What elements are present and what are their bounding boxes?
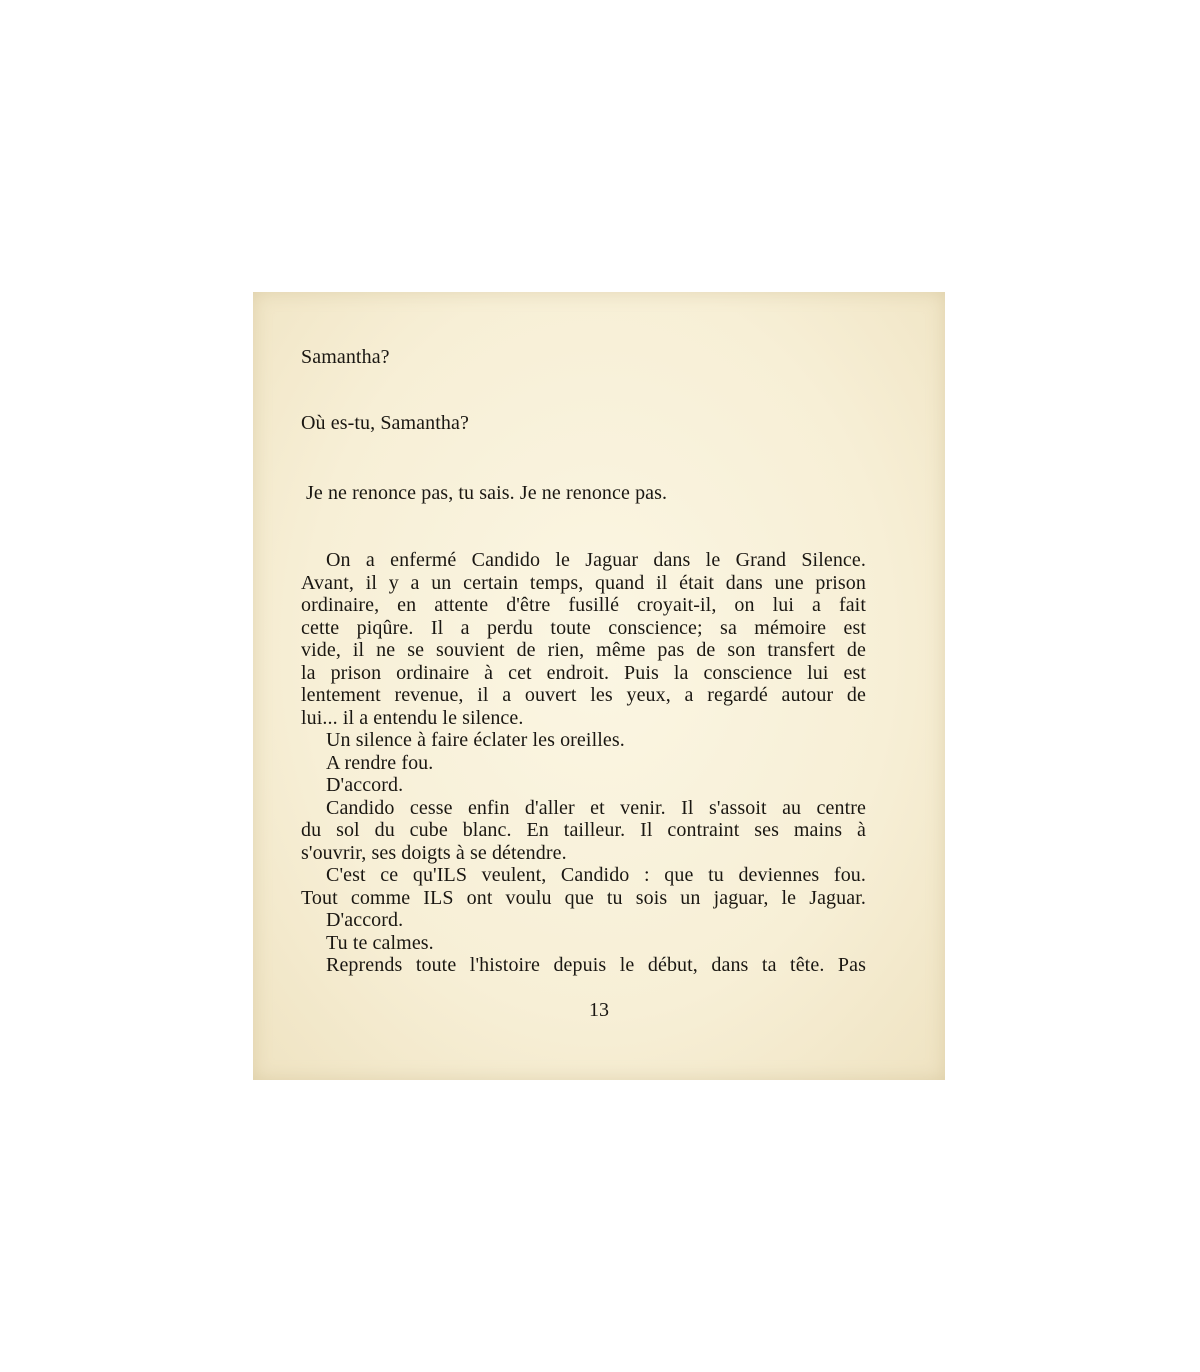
text-line: vide, il ne se souvient de rien, même pas de son transfert de (301, 639, 866, 661)
text-line: ordinaire, en attente d'être fusillé croyait-il, on lui a fait (301, 594, 866, 616)
text-line: lentement revenue, il a ouvert les yeux, a regardé autour de (301, 684, 866, 706)
text-line: Candido cesse enfin d'aller et venir. Il s'assoit au centre (326, 797, 866, 819)
text-line: C'est ce qu'ILS veulent, Candido : que tu deviennes fou. (326, 864, 866, 886)
text-line: On a enfermé Candido le Jaguar dans le Grand Silence. (326, 549, 866, 571)
text-line: D'accord. (326, 909, 404, 931)
text-line: Tout comme ILS ont voulu que tu sois un jaguar, le Jaguar. (301, 887, 866, 909)
text-line: s'ouvrir, ses doigts à se détendre. (301, 842, 567, 864)
text-line: Samantha? (301, 346, 390, 368)
text-line: Je ne renonce pas, tu sais. Je ne renonce pas. (306, 482, 668, 504)
text-line: Où es-tu, Samantha? (301, 412, 469, 434)
text-line: Un silence à faire éclater les oreilles. (326, 729, 625, 751)
text-line: A rendre fou. (326, 752, 434, 774)
text-line: la prison ordinaire à cet endroit. Puis la conscience lui est (301, 662, 866, 684)
page-number: 13 (589, 999, 609, 1021)
book-page (253, 292, 945, 1080)
text-line: Reprends toute l'histoire depuis le début, dans ta tête. Pas (326, 954, 866, 976)
text-line: Tu te calmes. (326, 932, 434, 954)
text-line: cette piqûre. Il a perdu toute conscience; sa mémoire est (301, 617, 866, 639)
text-line: lui... il a entendu le silence. (301, 707, 524, 729)
text-line: Avant, il y a un certain temps, quand il était dans une prison (301, 572, 866, 594)
text-line: du sol du cube blanc. En tailleur. Il contraint ses mains à (301, 819, 866, 841)
text-line: D'accord. (326, 774, 404, 796)
